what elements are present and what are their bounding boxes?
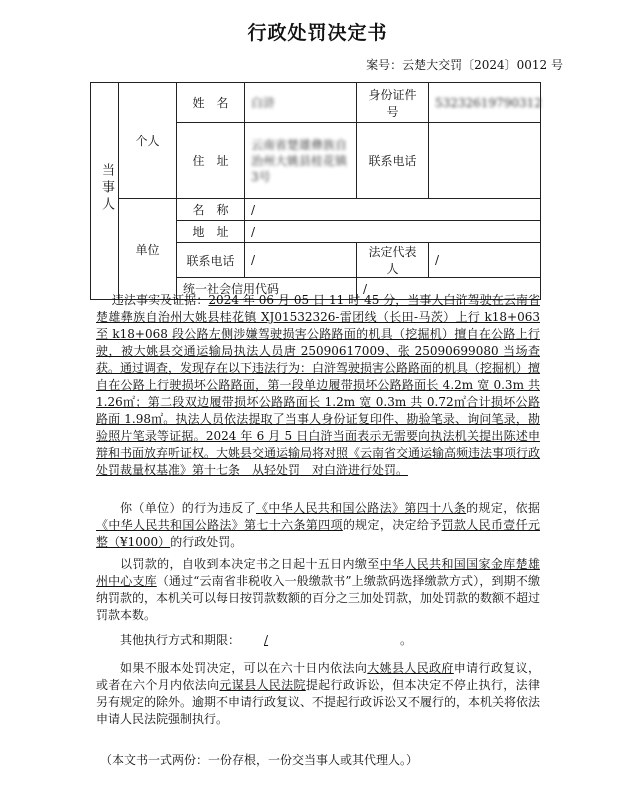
unit-name-value: / <box>245 199 541 221</box>
violation-paragraph <box>96 500 540 551</box>
payment-paragraph <box>96 556 540 624</box>
payment-text-2: （通过“云南省非税收入一般缴款书”上缴款码选择缴款方式），到期不缴纳罚款的，本机关可以每日按罚款数额的百分之三加处罚款，加处罚款的数额不超过罚款本数。 <box>96 574 541 622</box>
basis-law: 《中华人民共和国公路法》第七十六条第四项 <box>96 518 343 532</box>
other-execution-end: 。 <box>400 633 413 647</box>
party-label: 当事人 <box>91 83 119 300</box>
violation-text-4: 的行政处罚。 <box>170 535 243 549</box>
id-label: 身份证件号 <box>357 83 429 123</box>
person-label: 个人 <box>119 83 177 199</box>
violation-text-1: 你（单位）的行为违反了 <box>120 501 256 515</box>
credit-code-label: 统一社会信用代码 <box>177 278 357 300</box>
penalty-amount: 罚款人民币壹仟元整（¥1000） <box>96 518 540 549</box>
violation-text-2: 的规定，依据 <box>466 501 540 515</box>
credit-code-value: / <box>357 278 541 300</box>
other-execution-value: / <box>264 633 269 647</box>
violated-law: 《中华人民共和国公路法》第四十八条 <box>256 501 467 515</box>
legal-rep-label: 法定代表人 <box>357 243 429 278</box>
phone-label: 联系电话 <box>357 123 429 199</box>
footer-note: （本文书一式两份：一份存根，一份交当事人或其代理人。） <box>100 753 419 767</box>
phone-value <box>429 123 541 199</box>
facts-text: 2024 年 06 月 05 日 11 时 45 分，当事人白浒驾驶在云南省楚雄彝族自治州大姚县桂花镇 XJ01532326-雷团线（长田-马茨）上行 k18+063 至 k18+068 段公路左侧涉嫌驾驶损害公路路面的机具（挖掘机）擅自在公路上行驶，被大姚县交通运输局执法人员唐 25090617009、张 25090699080 当场查获。通过调查，发现存在以下违法行为：白浒驾驶损害公路路面的机具（挖掘机）擅自在公路上行驶损坏公路路面，第一段单边履带损坏公路路面长 4.2m 宽 0.3m 共 1.26㎡；第二段双边履带损坏公路路面长 1.2m 宽 0.3m 共 0.72㎡合计损坏公路路面 1.98㎡。执法人员依法提取了当事人身份证复印件、勘验笔录、询问笔录，勘验照片笔录等证据。2024 年 6 月 5 日白浒当面表示无需要向执法机关提出陈述申辩和书面放弃听证权。大姚县交通运输局将对照《云南省交通运输高频违法事项行政处罚裁量权基准》第十七条 从轻处罚 对白浒进行处罚。 <box>96 293 541 477</box>
case-number: 案号：云楚大交罚〔2024〕0012 号 <box>366 58 563 72</box>
unit-name-label: 名 称 <box>177 199 245 221</box>
appeal-text-1: 如果不服本处罚决定，可以在六十日内依法向 <box>120 661 368 675</box>
name-value: 白浒 <box>245 83 357 123</box>
appeal-government: 大姚县人民政府 <box>367 661 454 675</box>
address-label: 住 址 <box>177 123 245 199</box>
party-info-table <box>90 82 541 300</box>
unit-address-label: 地 址 <box>177 221 245 243</box>
appeal-paragraph <box>96 660 540 728</box>
other-execution-label: 其他执行方式和期限： <box>120 633 241 647</box>
violation-text-3: 的规定，决定给予 <box>342 518 442 532</box>
appeal-text-3: 提起行政诉讼，但本决定不停止执行，法律另有规定的除外。逾期不申请行政复议、不提起行政诉讼又不履行的，本机关将依法申请人民法院强制执行。 <box>96 678 541 726</box>
unit-label: 单位 <box>119 199 177 300</box>
id-value: 53232619790312 <box>429 83 541 123</box>
payment-bank: 中华人民共和国国家金库楚雄州中心支库 <box>96 557 540 588</box>
unit-address-value: / <box>245 221 541 243</box>
payment-text-1: 以罚款的，自收到本决定书之日起十五日内缴至 <box>120 557 380 571</box>
facts-label: 违法事实及证据： <box>111 293 209 307</box>
appeal-text-2: 申请行政复议，或者在六个月内依法向 <box>96 661 540 692</box>
name-label: 姓 名 <box>177 83 245 123</box>
document-title: 行政处罚决定书 <box>247 22 388 44</box>
unit-phone-value: / <box>245 243 357 278</box>
address-value: 云南省楚雄彝族自治州大姚县桂花镇 3号 <box>245 123 357 199</box>
unit-phone-label: 联系电话 <box>177 243 245 278</box>
appeal-court: 元谋县人民法院 <box>219 678 306 692</box>
other-execution-paragraph <box>96 632 540 649</box>
facts-paragraph <box>96 292 540 479</box>
legal-rep-value: / <box>429 243 541 278</box>
